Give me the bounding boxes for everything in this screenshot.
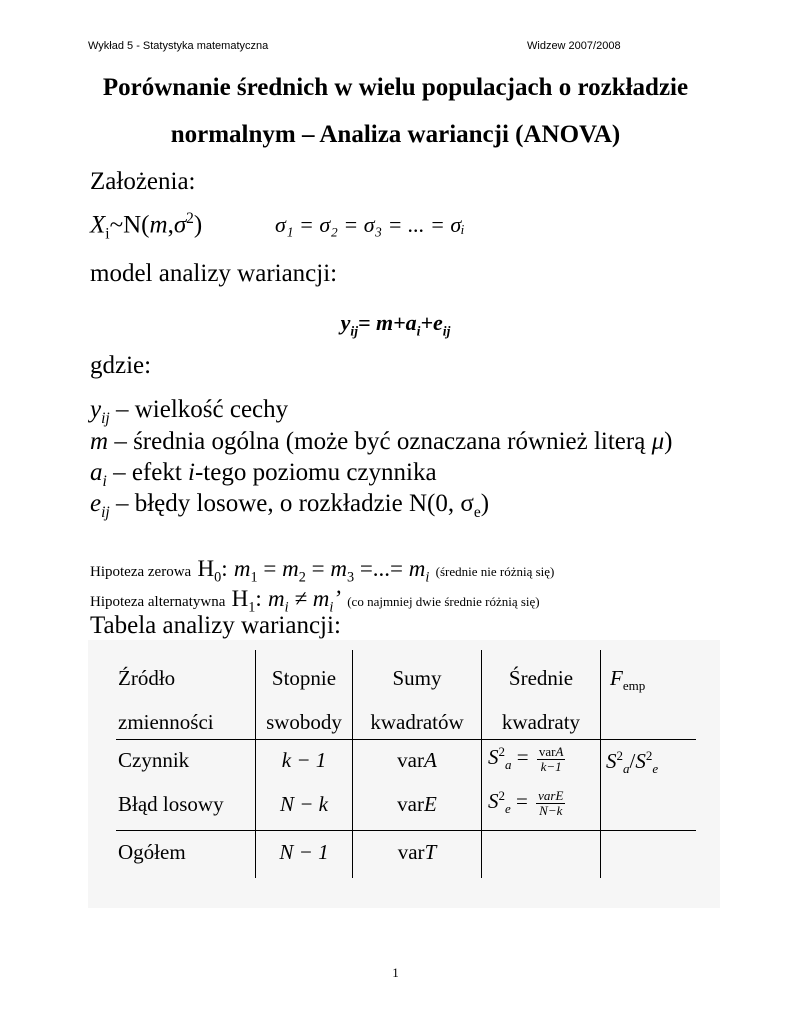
row-factor-df: k − 1 [281, 748, 327, 772]
alternative-hypothesis: Hipoteza alternatywna $H_1$: $m_i \ne m_i$’ (co najmniej dwie średnie różnią się) [90, 586, 540, 616]
model-formula: $y_{ij}= m+a_i+e_{ij}$ [340, 310, 451, 339]
header-ss: Sumy kwadratów [370, 666, 464, 734]
page-title-line2: normalnym – Analiza wariancji (ANOVA) [170, 121, 621, 148]
sigma-equality: σ₁ = σ₂ = σ₃ = ... = σᵢ [275, 212, 465, 237]
row-factor-source: Czynnik [118, 748, 190, 772]
row-total-source: Ogółem [118, 840, 186, 864]
header-df: Stopnie swobody [266, 666, 342, 734]
header-ms: Średnie kwadraty [501, 666, 581, 734]
row-total-df: N − 1 [279, 840, 329, 864]
row-error-source: Błąd losowy [118, 792, 224, 816]
row-factor-ss: varA [397, 748, 437, 772]
page-number: 1 [392, 965, 399, 980]
where-label: gdzie: [90, 352, 152, 379]
page-title: Porównanie średnich w wielu populacjach o rozkładzie [102, 74, 689, 101]
null-hypothesis: Hipoteza zerowa $H_0$: $m_1 = m_2 = m_3$ =...= $m_i$ (średnie nie różnią się) [90, 556, 555, 586]
header-femp: $F_{emp}$ [610, 666, 646, 694]
definition-a: $a_i$ – efekt i-tego poziomu czynnika [90, 459, 437, 490]
header-left: Wykład 5 - Statystyka matematyczna [88, 40, 269, 52]
header-right: Widzew 2007/2008 [527, 40, 621, 52]
row-total-ss: varT [397, 840, 437, 864]
header-source: Źródło zmienności [118, 666, 214, 734]
anova-table [88, 640, 720, 908]
row-error-ss: varE [397, 792, 437, 816]
definition-m: m – średnia ogólna (może być oznaczana również literą μ) [90, 428, 673, 455]
definition-y: $y_{ij}$ – wielkość cechy [90, 396, 289, 427]
assumption-formula: $X_i\sim N(m,\sigma^2)$ [90, 210, 203, 243]
table-label: Tabela analizy wariancji: [90, 612, 341, 639]
assumptions-label: Założenia: [90, 168, 196, 195]
row-factor-femp: $S^2_a/S^2_e$ [606, 748, 659, 777]
definition-e: $e_{ij}$ – błędy losowe, o rozkładzie N(0, $\sigma_e$) [90, 490, 490, 521]
model-label: model analizy wariancji: [90, 260, 338, 287]
row-error-ms: $S^2_e$ = $\frac{\text{varE}}{N-k}$ [488, 787, 564, 818]
row-factor-ms: $S^2_a$ = $\frac{\text{varA}}{k-1}$ [488, 743, 564, 774]
row-error-df: N − k [280, 792, 328, 816]
